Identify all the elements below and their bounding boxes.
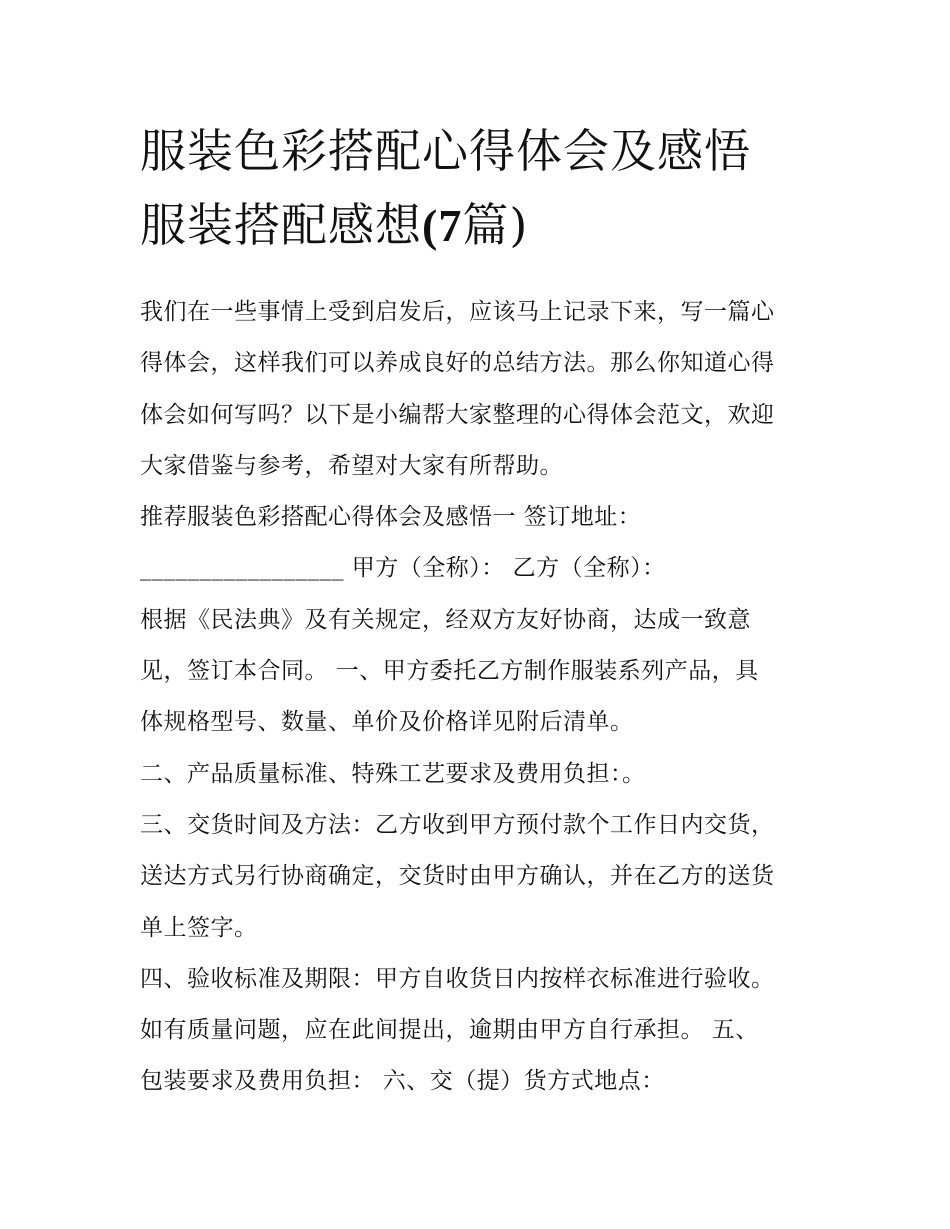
- body-line: 得体会，这样我们可以养成良好的总结方法。那么你知道心得: [140, 350, 775, 377]
- body-line: _________________ 甲方（全称）： 乙方（全称）：: [140, 555, 666, 582]
- body-line: 推荐服装色彩搭配心得体会及感悟一 签订地址：: [140, 504, 642, 531]
- body-line: 包装要求及费用负担： 六、交（提）货方式地点：: [140, 1068, 665, 1095]
- title-line-2-prefix: 服装搭配感想: [140, 198, 422, 252]
- body-line: 体规格型号、数量、单价及价格详见附后清单。: [140, 709, 634, 736]
- title-line-2-suffix: 篇): [462, 198, 529, 252]
- body-line: 见，签订本合同。 一、甲方委托乙方制作服装系列产品，具: [140, 658, 759, 685]
- document-body: [140, 287, 830, 1108]
- body-line: 单上签字。: [140, 914, 258, 941]
- body-line: 我们在一些事情上受到启发后，应该马上记录下来，写一篇心: [140, 299, 775, 325]
- title-line-1: 服装色彩搭配心得体会及感悟: [140, 124, 751, 178]
- body-line: 根据《民法典》及有关规定，经双方友好协商，达成一致意: [140, 606, 751, 633]
- body-line: 四、验收标准及期限：甲方自收货日内按样衣标准进行验收。: [140, 965, 775, 992]
- body-line: 如有质量问题，应在此间提出，逾期由甲方自行承担。 五、: [140, 1017, 759, 1044]
- document-page: [140, 0, 830, 1108]
- title-line-2-number: (7: [422, 200, 463, 251]
- body-line: 二、产品质量标准、特殊工艺要求及费用负担：。: [140, 760, 646, 787]
- body-line: 大家借鉴与参考，希望对大家有所帮助。: [140, 452, 563, 479]
- body-line: 送达方式另行协商确定，交货时由甲方确认，并在乙方的送货: [140, 863, 775, 890]
- body-line: 体会如何写吗？以下是小编帮大家整理的心得体会范文，欢迎: [140, 401, 775, 428]
- body-line: 三、交货时间及方法：乙方收到甲方预付款个工作日内交货，: [140, 811, 775, 838]
- document-title: [140, 0, 830, 263]
